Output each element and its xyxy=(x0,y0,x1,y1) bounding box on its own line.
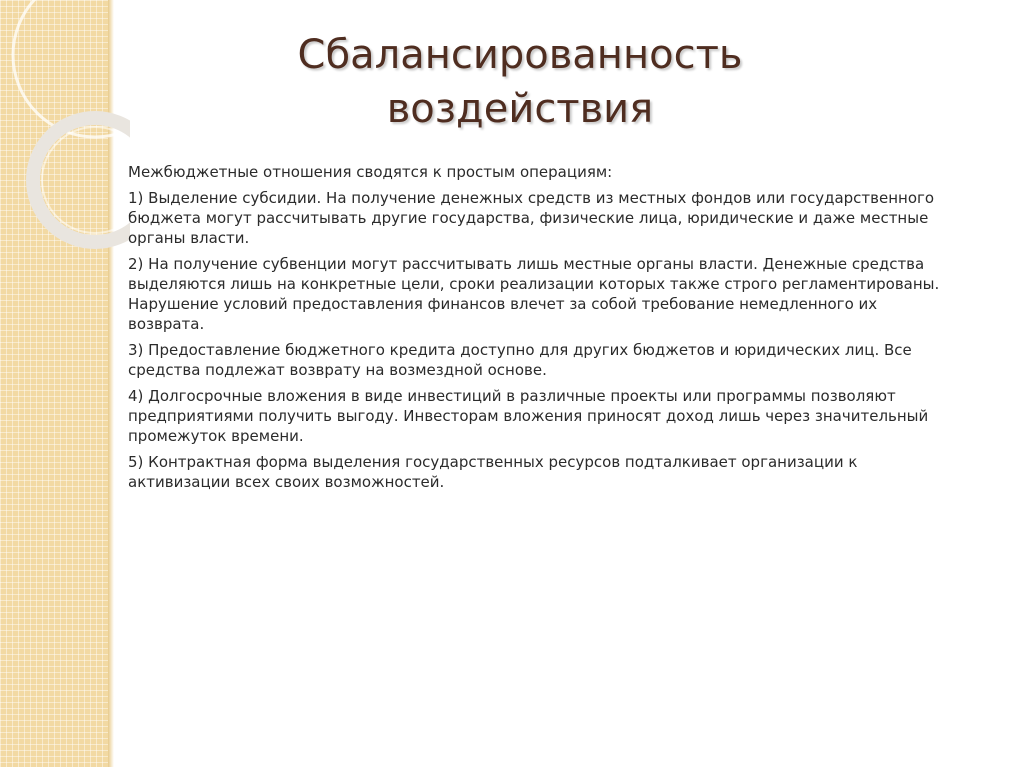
body-item-5: 5) Контрактная форма выделения государственных ресурсов подталкивает организации к активизации всех своих возможностей. xyxy=(128,453,858,491)
body-item-2: 2) На получение субвенции могут рассчитывать лишь местные органы власти. Денежные средства выделяются лишь на конкретные цели, сроки реализации которых также строго регламентированы. Нарушение условий предоставления финансов влечет за собой требование немедленного их возврата. xyxy=(128,255,940,333)
thick-ring-inner-line xyxy=(42,127,130,233)
decorative-rings xyxy=(0,0,130,260)
slide-body xyxy=(128,162,948,498)
body-item-4: 4) Долгосрочные вложения в виде инвестиций в различные проекты или программы позволяют предприятиями получить выгоду. Инвесторам вложения приносят доход лишь через значительный промежуток времени. xyxy=(128,387,929,445)
body-item-3: 3) Предоставление бюджетного кредита доступно для других бюджетов и юридических лиц. Все средства подлежат возврату на возмездной основе. xyxy=(128,341,912,379)
title-line-1: Сбалансированность xyxy=(297,32,743,78)
body-intro: Межбюджетные отношения сводятся к простым операциям: xyxy=(128,163,613,181)
title-line-2: воздействия xyxy=(386,86,654,132)
body-item-1: 1) Выделение субсидии. На получение денежных средств из местных фондов или государственного бюджета могут рассчитывать другие государства, физические лица, юридические и даже местные органы власти. xyxy=(128,189,935,247)
slide-title xyxy=(180,28,860,136)
